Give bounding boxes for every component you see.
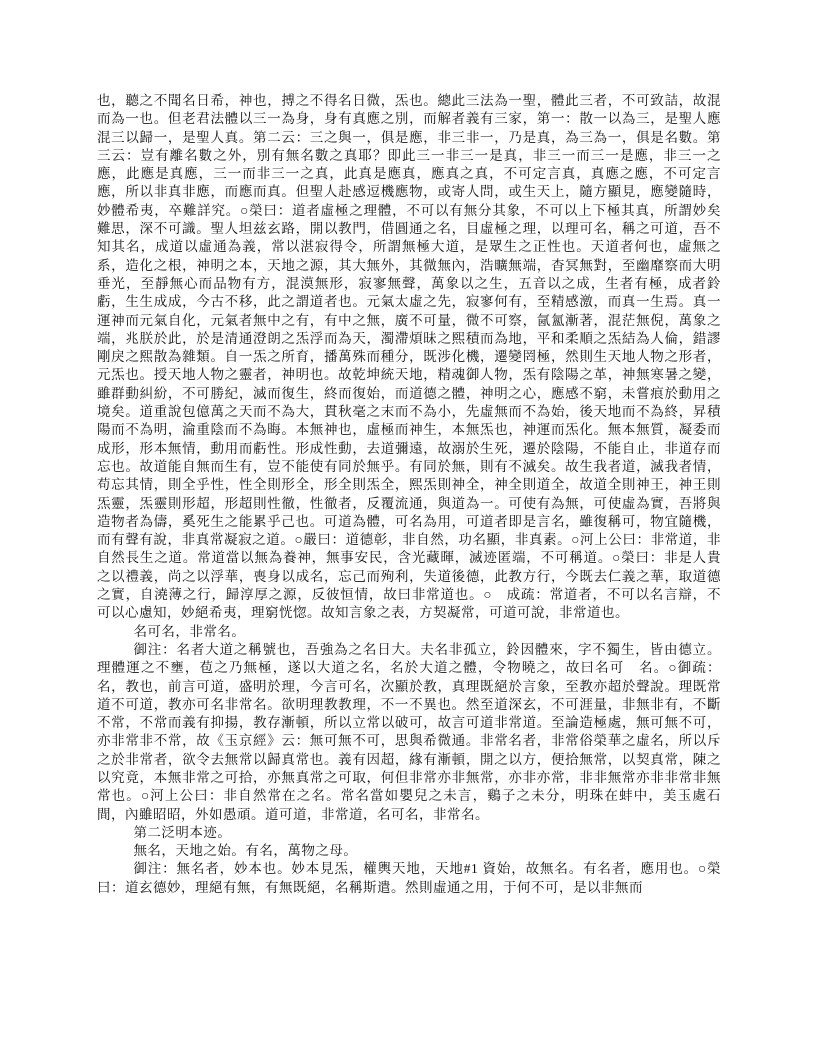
paragraph-section-heading: 第二泛明本迹。 [133, 824, 232, 840]
paragraph-scripture-ming-ke-ming: 名可名，非常名。 [133, 623, 246, 639]
paragraph-scripture-wuming: 無名，天地之始。有名，萬物之母。 [133, 843, 358, 859]
text-block [97, 92, 721, 897]
paragraph-commentary-continuation: 也，聽之不聞名日希，神也，搏之不得名日微，炁也。總此三法為一聖，體此三者，不可致詰，故混而為一也。但老君法體以三一為身，身有真應之別，而解者義有三家，第一：散一以為三，是聖人應混三以歸一，是聖人真。第二云：三之與一，俱是應，非三非一，乃是真，為三為一，俱是名數。第三云：豈有離名數之外，別有無名數之真耶？即此三一非三一是真，非三一而三一是應，非三一之應，此應是真應，三一而非三一之真，此真是應真，應真之真，不可定言真，真應之應，不可定言應，所以非真非應，而應而真。但聖人赴感逗機應物，或寄人問，或生天上，隨方顯見，應變隨時，妙體希夷，卒難詳究。○榮曰：道者虛極之理體，不可以有無分其象，不可以上下極其真，所謂妙矣難思，深不可識。聖人坦兹玄路，開以教門，借圓通之名，目虛極之理，以理可名，稱之可道，吾不知其名，成道以虛通為義，常以湛寂得令，所謂無極大道，是眾生之正性也。天道者何也，虛無之系，造化之根，神明之本，天地之源，其大無外，其微無內，浩曠無端，杳冥無對，至幽靡察而大明垂光，至靜無心而品物有方，混漠無形，寂寥無聲，萬象以之生，五音以之成，生者有極，成者鈴虧，生生成成，今古不移，此之謂道者也。元氣太虛之先，寂寥何有，至精感激，而真一生焉。真一運神而元氣自化，元氣者無中之有，有中之無，廣不可量，微不可察，氤氳漸著，混茫無倪，萬象之端，兆朕於此，於是清通澄朗之炁浮而為天，濁滯煩昧之熙積而為地，平和柔順之炁結為人倫，錯謬剛戾之熙散為雜類。自一炁之所育，播萬殊而種分，既涉化機，遷變罔極，然則生天地人物之形者，元炁也。授天地人物之靈者，神明也。故乾坤統天地，精魂御人物，炁有陰陽之革，神無寒暑之變，雖群動糾紛，不可勝紀，滅而復生，終而復始，而道德之體，神明之心，應感不窮，未嘗痕於動用之境矣。道重說包億萬之天而不為大，貫秋毫之末而不為小，先虛無而不為始，後天地而不為終，昇積陽而不為明，淪重陰而不為晦。本無神也，虛極而神生，本無炁也，神運而炁化。無本無質，凝委而成形，形本無情，動用而虧性。形成性動，去道彌遠，故溺於生死，遷於陰陽，不能自止，非道存而忘也。故道能自無而生有，豈不能使有同於無乎。有同於無，則有不滅矣。故生我者道，滅我者情，苟忘其情，則全乎性，性全則形全，形全則炁全，熙炁則神全，神全則道全，故道全則神王，神王則炁靈，炁靈則形超，形超則性徹，性徹者，反覆流通，與道為一。可使有為無，可使虛為實，吾將與造物者為儔，奚死生之能累乎己也。可道為體，可名為用，可道者即是言名，雖復稱可，物宜隨機，而有聲有說，非真常凝寂之道。○嚴曰：道德彰，非自然，功名顯，非真素。○河上公曰：非常道，非自然長生之道。常道當以無為養神，無事安民，含光藏暉，滅迹匿端，不可稱道。○榮曰：非是人貴之以禮義，尚之以浮華，喪身以成名，忘己而殉利，失道後德，此教方行，今既去仁義之華，取道德之實，自澆薄之行，歸淳厚之源，反彼恒情，故曰非常道也。○ 成疏：常道者，不可以名言辯，不可以心慮知，妙絕希夷，理窮恍惚。故知言象之表，方契凝常，可道可說，非常道也。 [97, 93, 721, 621]
paragraph-commentary-yuzhu-name: 御注：名者大道之稱號也，吾強為之名日大。夫名非孤立，鈴因體來，字不獨生，皆由德立。理體運之不壅，苞之乃無極，遂以大道之名，名於大道之體，令物曉之，故曰名可 名。○御疏：名，教也，前言可道，盛明於理，今言可名，次顯於教，真理既絕於言象，至教亦超於聲說。理既常道不可道，教亦可名非常名。欲明理教教理，不一不異也。然至道深玄，不可涯量，非無非有，不斷不常，不常而義有抑揚，教存漸頓，所以立常以破可，故言可道非常道。至論造極處，無可無不可，亦非常非不常，故《玉京經》云：無可無不可，思與希微通。非常名者，非常俗榮華之虛名，所以斥之於非常者，欲令去無常以歸真常也。義有因超，緣有漸頓，開之以方，便拾無常，以契真常，陳之以究竟，本無非常之可拾，亦無真常之可取，何但非常亦非無常，亦非亦常，非非無常亦非非常非無常也。○河上公曰：非自然常在之名。常名當如嬰兒之未言，鷄子之未分，明珠在蚌中，美玉處石間，內雖昭昭，外如愚頑。道可道，非常道，名可名，非常名。 [97, 641, 721, 822]
paragraph-commentary-yuzhu-wuming: 御注：無名者，妙本也。妙本見炁，權輿天地，天地#1 資始，故無名。有名者，應用也。○榮曰：道玄德妙，理絕有無，有無既絕，名稱斯遣。然則虛通之用，于何不可，是以非無而 [97, 861, 721, 895]
